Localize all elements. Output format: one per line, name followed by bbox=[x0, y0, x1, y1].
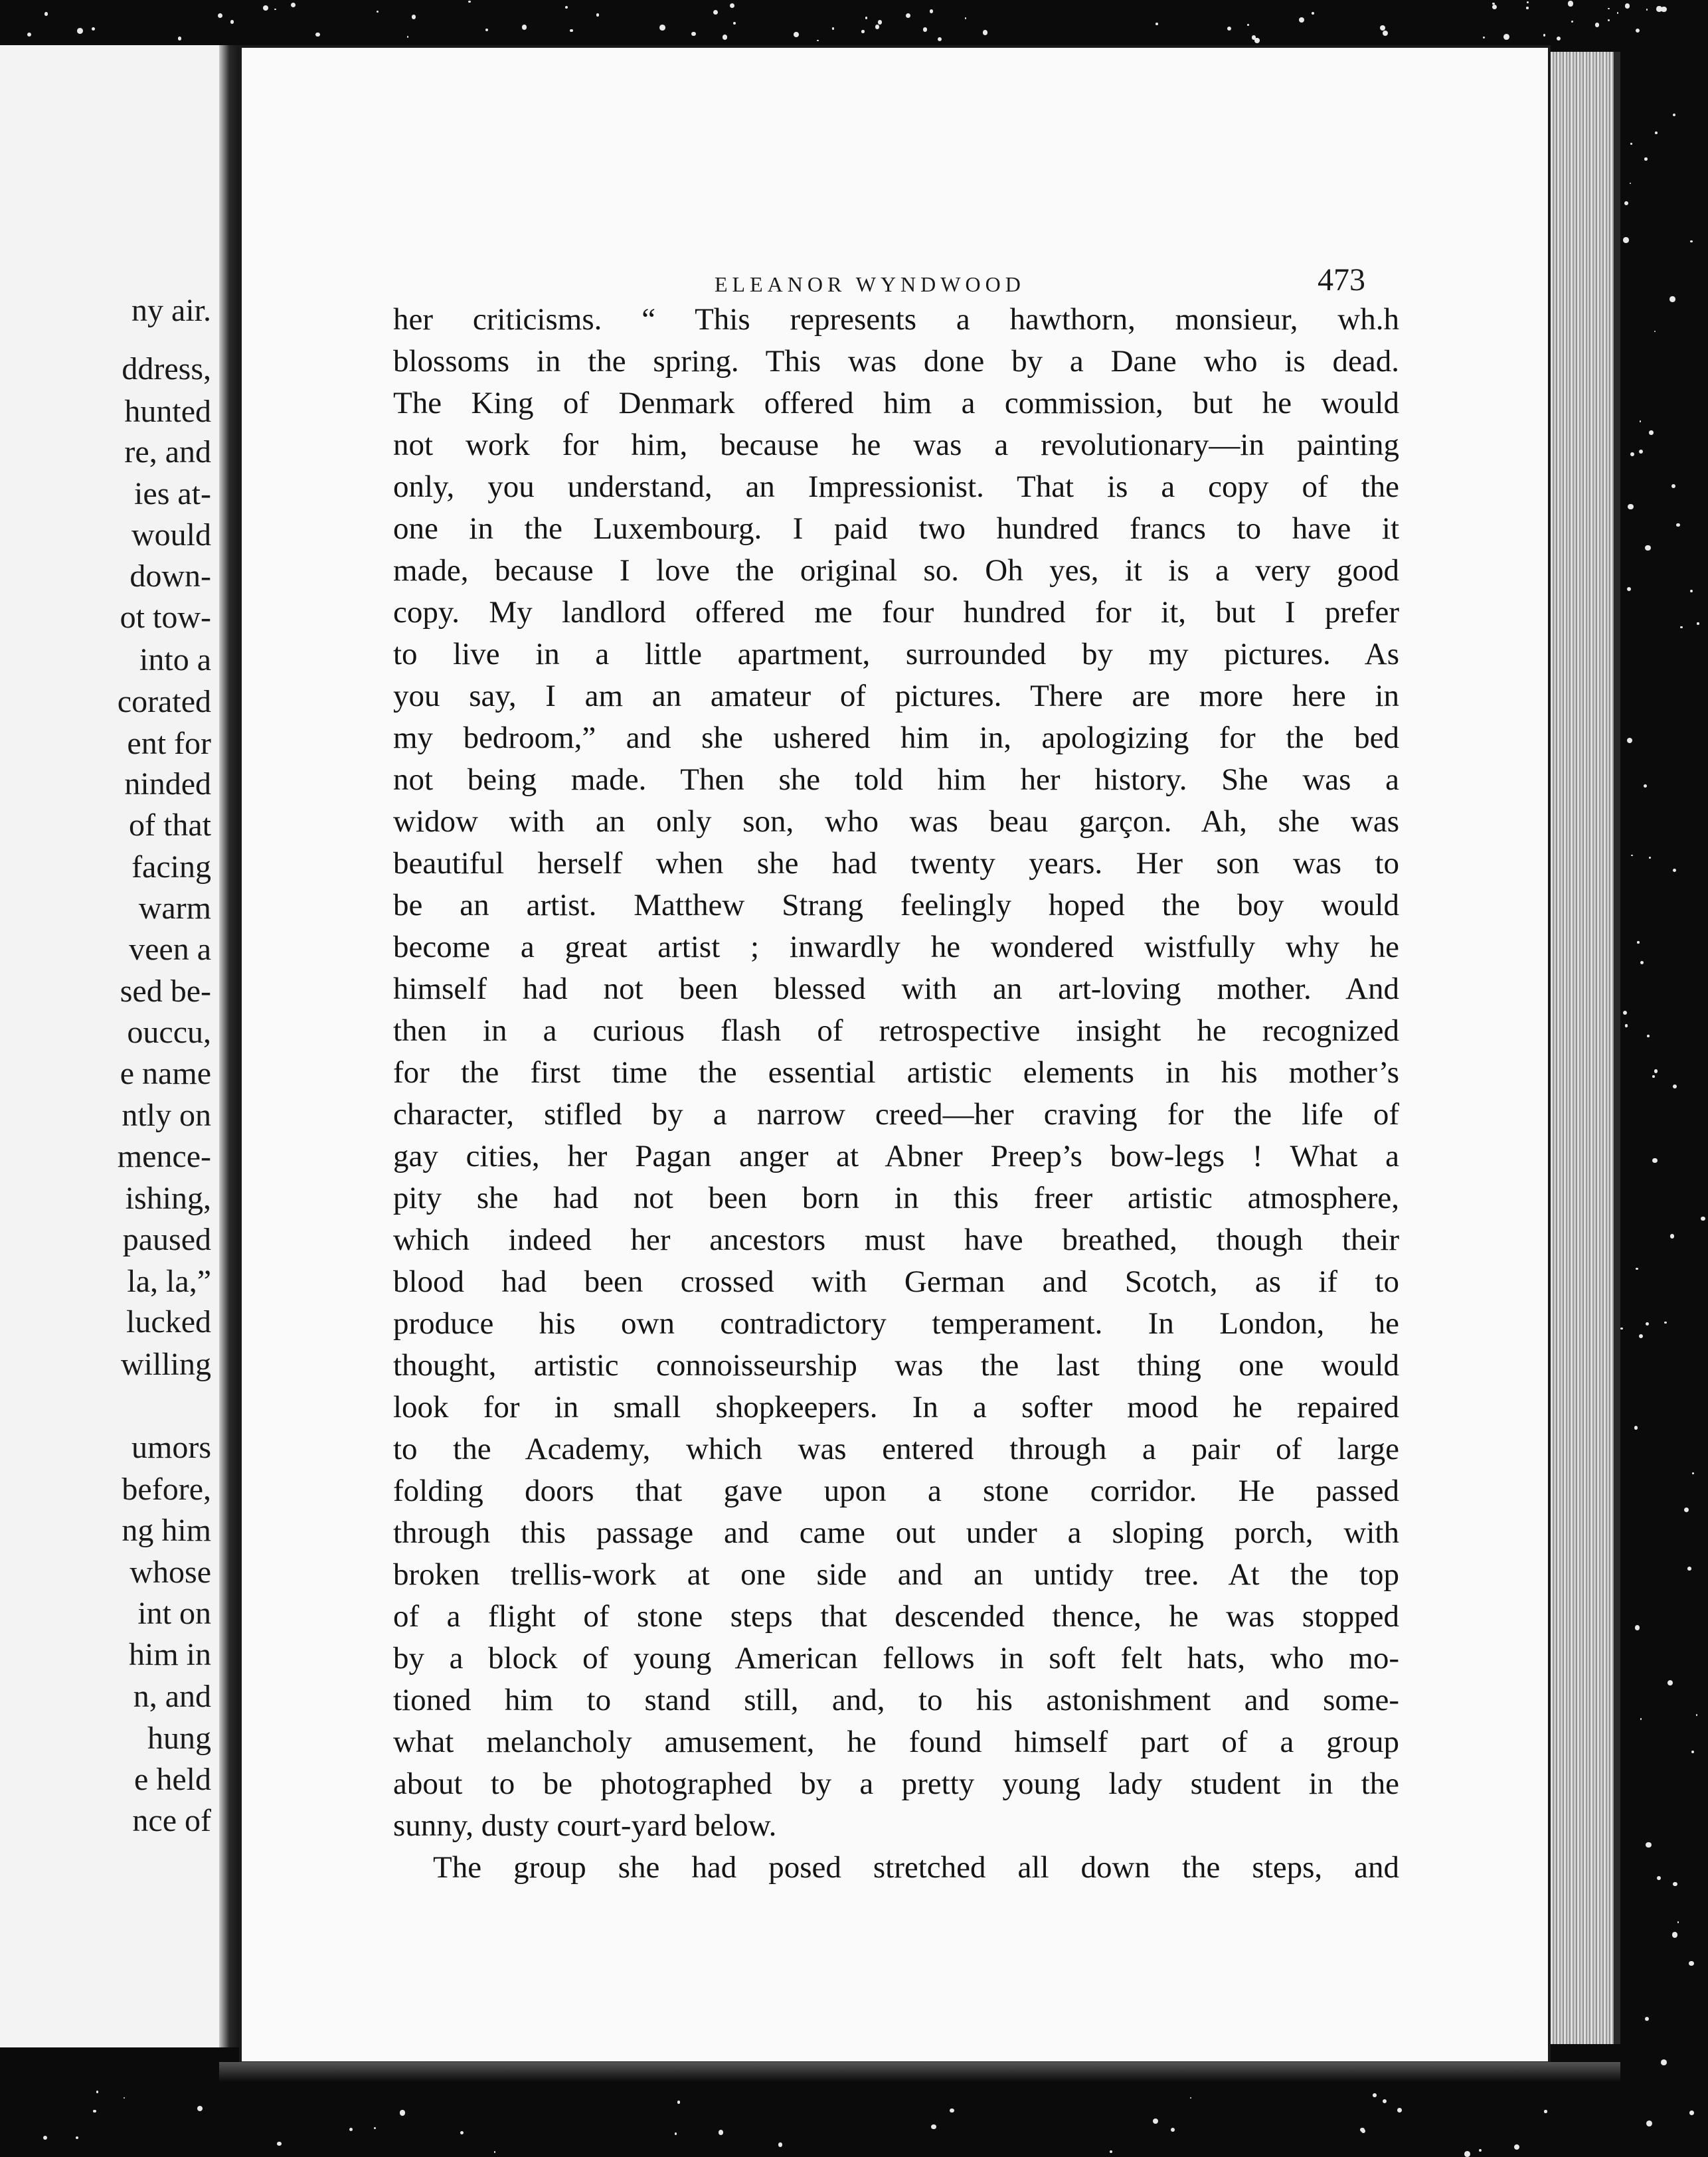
dust-speck bbox=[468, 1, 471, 3]
left-page-line: hung bbox=[147, 1721, 211, 1756]
dust-speck bbox=[1397, 2108, 1402, 2113]
body-text-line: pity she had not been born in this freer artistic atmosphere, bbox=[393, 1181, 1399, 1215]
body-text-line: by a block of young American fellows in soft felt hats, who mo- bbox=[393, 1641, 1399, 1676]
dust-speck bbox=[1670, 1234, 1674, 1238]
body-text-line: The group she had posed stretched all down the steps, and bbox=[433, 1850, 1399, 1885]
dust-speck bbox=[1673, 1882, 1677, 1887]
dust-speck bbox=[1630, 143, 1632, 145]
body-text-line: which indeed her ancestors must have breathed, though their bbox=[393, 1223, 1399, 1257]
body-text-line: become a great artist ; inwardly he wondered wistfully why he bbox=[393, 930, 1399, 964]
dust-speck bbox=[315, 33, 320, 37]
left-page-line: re, and bbox=[124, 434, 211, 470]
page-bottom-shadow bbox=[219, 2062, 1620, 2082]
dust-speck bbox=[1526, 7, 1528, 9]
left-page-line: would bbox=[131, 517, 211, 553]
dust-speck bbox=[1631, 855, 1632, 856]
dust-speck bbox=[197, 2106, 203, 2111]
dust-speck bbox=[1690, 240, 1693, 243]
left-page-line: ntly on bbox=[122, 1098, 211, 1133]
dust-speck bbox=[1696, 1714, 1697, 1715]
dust-speck bbox=[906, 13, 910, 18]
dust-speck bbox=[1646, 2120, 1652, 2126]
dust-speck bbox=[1667, 1680, 1673, 1685]
left-page-line: ouccu, bbox=[127, 1015, 211, 1050]
dust-speck bbox=[1673, 869, 1676, 872]
left-page-line: ent for bbox=[127, 726, 211, 761]
dust-speck bbox=[938, 37, 942, 41]
left-page-line: e held bbox=[134, 1762, 211, 1797]
dust-speck bbox=[1640, 420, 1641, 422]
dust-speck bbox=[1380, 25, 1385, 31]
dust-speck bbox=[875, 25, 880, 29]
body-text-line: be an artist. Matthew Strang feelingly hoped the boy would bbox=[393, 888, 1399, 922]
dust-speck bbox=[965, 17, 966, 19]
body-text-line: himself had not been blessed with an art-loving mother. And bbox=[393, 972, 1399, 1006]
left-page-line: umors bbox=[131, 1430, 211, 1465]
dust-speck bbox=[1639, 1334, 1643, 1338]
dust-speck bbox=[1617, 12, 1618, 13]
dust-speck bbox=[1640, 961, 1644, 964]
dust-speck bbox=[865, 17, 867, 19]
dust-speck bbox=[1171, 2128, 1175, 2132]
dust-speck bbox=[1608, 19, 1610, 21]
body-text-line: folding doors that gave upon a stone corridor. He passed bbox=[393, 1474, 1399, 1508]
dust-speck bbox=[1649, 857, 1651, 859]
dust-speck bbox=[1153, 2118, 1158, 2124]
dust-speck bbox=[1571, 21, 1573, 23]
dust-speck bbox=[1644, 784, 1647, 788]
dust-speck bbox=[277, 2142, 282, 2146]
left-page-line: nce of bbox=[132, 1803, 211, 1838]
dust-speck bbox=[723, 35, 728, 40]
body-text-line: of a flight of stone steps that descended thence, he was stopped bbox=[393, 1599, 1399, 1634]
dust-speck bbox=[263, 5, 269, 11]
dust-speck bbox=[400, 2110, 405, 2115]
dust-speck bbox=[1227, 27, 1231, 31]
dust-speck bbox=[1673, 114, 1675, 116]
body-text-line: blossoms in the spring. This was done by a Dane who is dead. bbox=[393, 344, 1399, 379]
dust-speck bbox=[1544, 2110, 1547, 2113]
page-number: 473 bbox=[1318, 262, 1365, 298]
dust-speck bbox=[1634, 1426, 1638, 1430]
dust-speck bbox=[1543, 34, 1545, 36]
body-text-line: not work for him, because he was a revolutionary—in painting bbox=[393, 428, 1399, 462]
dust-speck bbox=[1503, 34, 1509, 40]
body-text-line: widow with an only son, who was beau garçon. Ah, she was bbox=[393, 804, 1399, 839]
left-page-line: veen a bbox=[129, 932, 211, 967]
dust-speck bbox=[878, 20, 883, 25]
dust-speck bbox=[27, 33, 31, 37]
dust-speck bbox=[1624, 201, 1628, 205]
dust-speck bbox=[1247, 24, 1249, 26]
dust-speck bbox=[1623, 237, 1628, 242]
dust-speck bbox=[861, 30, 865, 33]
dust-speck bbox=[730, 3, 734, 8]
dust-speck bbox=[1652, 1075, 1655, 1078]
dust-speck bbox=[1483, 37, 1485, 39]
dust-speck bbox=[1647, 1035, 1650, 1037]
body-text-line: thought, artistic connoisseurship was the last thing one would bbox=[393, 1348, 1399, 1383]
dust-speck bbox=[1639, 450, 1643, 454]
body-text-line: tioned him to stand still, and, to his astonishment and some- bbox=[393, 1683, 1399, 1717]
left-page-line: int on bbox=[137, 1596, 211, 1631]
dust-speck bbox=[1684, 1508, 1689, 1512]
dust-speck bbox=[178, 37, 182, 41]
dust-speck bbox=[1252, 35, 1256, 39]
dust-speck bbox=[124, 2097, 125, 2099]
left-page-line: ninded bbox=[124, 766, 211, 802]
left-page-line: ies at- bbox=[134, 476, 211, 511]
dust-speck bbox=[96, 2091, 99, 2093]
body-text-line: copy. My landlord offered me four hundred for it, but I prefer bbox=[393, 595, 1399, 630]
right-page bbox=[239, 45, 1551, 2064]
left-page-line: willing bbox=[120, 1347, 211, 1382]
body-text-line: character, stifled by a narrow creed—her craving for the life of bbox=[393, 1097, 1399, 1132]
dust-speck bbox=[659, 25, 665, 31]
body-text-line: to the Academy, which was entered through a pair of large bbox=[393, 1432, 1399, 1466]
body-text-line: my bedroom,” and she ushered him in, apologizing for the bed bbox=[393, 721, 1399, 755]
dust-speck bbox=[522, 25, 527, 29]
dust-speck bbox=[1649, 430, 1653, 434]
left-page-line: sed be- bbox=[120, 974, 211, 1009]
dust-speck bbox=[1656, 6, 1662, 11]
dust-speck bbox=[1635, 1625, 1640, 1630]
dust-speck bbox=[1630, 452, 1634, 456]
dust-speck bbox=[485, 29, 488, 31]
body-text-line: The King of Denmark offered him a commission, but he would bbox=[393, 386, 1399, 420]
dust-speck bbox=[76, 2136, 78, 2139]
dust-speck bbox=[44, 12, 48, 16]
dust-speck bbox=[1464, 2151, 1470, 2157]
dust-speck bbox=[1654, 331, 1656, 333]
left-page-line: ng him bbox=[122, 1513, 211, 1548]
dust-speck bbox=[274, 9, 276, 11]
dust-speck bbox=[931, 2124, 936, 2129]
dust-speck bbox=[596, 13, 600, 17]
dust-speck bbox=[1701, 1217, 1705, 1221]
dust-speck bbox=[1312, 12, 1314, 15]
dust-speck bbox=[412, 15, 416, 19]
dust-speck bbox=[1623, 1011, 1627, 1015]
dust-speck bbox=[691, 32, 696, 37]
dust-speck bbox=[1636, 1268, 1638, 1270]
dust-speck bbox=[218, 13, 222, 18]
body-text-line: made, because I love the original so. Oh yes, it is a very good bbox=[393, 553, 1399, 588]
body-text-line: what melancholy amusement, he found himself part of a group bbox=[393, 1725, 1399, 1759]
dust-speck bbox=[1492, 5, 1497, 10]
left-page-line: e name bbox=[120, 1056, 211, 1091]
dust-speck bbox=[1697, 622, 1699, 624]
dust-speck bbox=[92, 27, 95, 31]
dust-speck bbox=[1646, 9, 1648, 10]
dust-speck bbox=[1689, 1961, 1693, 1966]
dust-speck bbox=[719, 2130, 723, 2134]
dust-speck bbox=[1645, 2017, 1649, 2021]
dust-speck bbox=[407, 36, 408, 37]
left-page-line: warm bbox=[138, 891, 211, 926]
dust-speck bbox=[950, 2109, 954, 2113]
dust-speck bbox=[1671, 484, 1675, 488]
dust-speck bbox=[1383, 2099, 1387, 2103]
dust-speck bbox=[1627, 738, 1632, 743]
dust-speck bbox=[930, 9, 934, 13]
body-text-line: sunny, dusty court-yard below. bbox=[393, 1808, 777, 1843]
dust-speck bbox=[1644, 157, 1648, 161]
dust-speck bbox=[1620, 1328, 1623, 1330]
dust-speck bbox=[1690, 590, 1693, 592]
dust-speck bbox=[832, 27, 835, 30]
dust-speck bbox=[1373, 2093, 1377, 2097]
dust-speck bbox=[1692, 1472, 1694, 1474]
body-text-line: then in a curious flash of retrospective insight he recognized bbox=[393, 1013, 1399, 1048]
dust-speck bbox=[1110, 2150, 1112, 2153]
left-page-line: into a bbox=[139, 642, 211, 677]
dust-speck bbox=[377, 11, 379, 13]
dust-speck bbox=[1557, 37, 1561, 41]
dust-speck bbox=[1677, 1921, 1679, 1923]
body-text-line: only, you understand, an Impressionist. That is a copy of the bbox=[393, 470, 1399, 504]
dust-speck bbox=[349, 2128, 353, 2131]
dust-speck bbox=[713, 10, 718, 15]
dust-speck bbox=[1672, 1932, 1678, 1938]
body-text bbox=[393, 299, 1399, 1889]
book-gutter bbox=[219, 45, 242, 2047]
dust-speck bbox=[1689, 2111, 1694, 2115]
body-text-line: produce his own contradictory temperament. In London, he bbox=[393, 1306, 1399, 1341]
dust-speck bbox=[1676, 523, 1679, 527]
body-text-line: broken trellis-work at one side and an untidy tree. At the top bbox=[393, 1557, 1399, 1592]
dust-speck bbox=[1625, 3, 1630, 9]
dust-speck bbox=[570, 29, 573, 33]
dust-speck bbox=[778, 2142, 782, 2146]
left-page-line: facing bbox=[131, 849, 211, 885]
left-page-line: corated bbox=[117, 684, 211, 719]
dust-speck bbox=[1646, 1842, 1651, 1848]
body-text-line: for the first time the essential artistic elements in his mother’s bbox=[393, 1055, 1399, 1090]
dust-speck bbox=[1654, 1069, 1658, 1073]
dust-speck bbox=[675, 2132, 677, 2135]
left-page-line: hunted bbox=[124, 394, 211, 429]
body-text-line: not being made. Then she told him her history. She was a bbox=[393, 762, 1399, 797]
dust-speck bbox=[1628, 504, 1633, 509]
dust-speck bbox=[494, 2151, 495, 2152]
dust-speck bbox=[1383, 31, 1389, 37]
dust-speck bbox=[374, 2127, 376, 2129]
running-head: ELEANOR WYNDWOOD bbox=[715, 272, 1025, 296]
left-page-line: down- bbox=[129, 559, 211, 594]
dust-speck bbox=[460, 2131, 464, 2134]
dust-speck bbox=[1669, 296, 1675, 302]
body-text-line: about to be photographed by a pretty young lady student in the bbox=[393, 1767, 1399, 1801]
dust-speck bbox=[1479, 2149, 1482, 2152]
dust-speck bbox=[1673, 1084, 1677, 1088]
dust-speck bbox=[1646, 1322, 1649, 1326]
left-page-line: lucked bbox=[126, 1304, 211, 1339]
dust-speck bbox=[1190, 2097, 1192, 2099]
dust-speck bbox=[1652, 1158, 1657, 1163]
left-page bbox=[0, 45, 226, 2047]
left-page-line: ishing, bbox=[125, 1181, 211, 1216]
body-text-line: her criticisms. “ This represents a hawthorn, monsieur, wh.h bbox=[393, 302, 1399, 337]
dust-speck bbox=[1640, 1718, 1642, 1720]
dust-speck bbox=[291, 3, 296, 7]
body-text-line: one in the Luxembourg. I paid two hundred francs to have it bbox=[393, 511, 1399, 546]
dust-speck bbox=[77, 28, 83, 34]
dust-speck bbox=[1527, 1, 1529, 3]
body-text-line: look for in small shopkeepers. In a softer mood he repaired bbox=[393, 1390, 1399, 1424]
left-page-line: n, and bbox=[133, 1679, 211, 1714]
dust-speck bbox=[1514, 2144, 1519, 2150]
dust-speck bbox=[923, 27, 927, 31]
dust-speck bbox=[1664, 1322, 1667, 1324]
dust-speck bbox=[1680, 626, 1683, 629]
dust-speck bbox=[1608, 8, 1610, 10]
dust-speck bbox=[1625, 1024, 1628, 1027]
left-page-line: mence- bbox=[117, 1139, 211, 1174]
dust-speck bbox=[1691, 1751, 1694, 1753]
left-page-line: ot tow- bbox=[120, 600, 211, 635]
dust-speck bbox=[93, 2110, 96, 2113]
dust-speck bbox=[677, 2101, 681, 2104]
dust-speck bbox=[1630, 183, 1631, 184]
dust-speck bbox=[1568, 1, 1573, 6]
dust-speck bbox=[230, 20, 234, 24]
dust-speck bbox=[1595, 23, 1599, 27]
left-page-line: whose bbox=[129, 1555, 211, 1590]
body-text-line: beautiful herself when she had twenty years. Her son was to bbox=[393, 846, 1399, 881]
left-page-line: ny air. bbox=[131, 293, 211, 328]
dust-speck bbox=[1645, 545, 1650, 551]
dust-speck bbox=[1655, 131, 1658, 134]
dust-speck bbox=[1687, 1567, 1691, 1571]
body-text-line: blood had been crossed with German and Scotch, as if to bbox=[393, 1264, 1399, 1299]
left-page-line: before, bbox=[122, 1472, 211, 1507]
dust-speck bbox=[1155, 23, 1158, 25]
body-text-line: to live in a little apartment, surrounded by my pictures. As bbox=[393, 637, 1399, 671]
left-page-line: of that bbox=[129, 808, 211, 843]
dust-speck bbox=[817, 40, 819, 42]
dust-speck bbox=[1661, 2059, 1667, 2065]
dust-speck bbox=[983, 30, 987, 35]
dust-speck bbox=[1637, 941, 1639, 943]
dust-speck bbox=[1636, 29, 1640, 33]
body-text-line: gay cities, her Pagan anger at Abner Preep’s bow-legs ! What a bbox=[393, 1139, 1399, 1173]
left-page-line: ddress, bbox=[122, 351, 211, 387]
body-text-line: you say, I am an amateur of pictures. There are more here in bbox=[393, 679, 1399, 713]
dust-speck bbox=[1657, 1876, 1661, 1880]
dust-speck bbox=[43, 2136, 47, 2140]
left-page-line: la, la,” bbox=[127, 1264, 211, 1299]
left-page-line: him in bbox=[128, 1637, 211, 1672]
dust-speck bbox=[565, 6, 568, 9]
body-text-line: through this passage and came out under a sloping porch, with bbox=[393, 1515, 1399, 1550]
dust-speck bbox=[1627, 587, 1632, 592]
dust-speck bbox=[733, 22, 736, 25]
dust-speck bbox=[1299, 17, 1304, 23]
dust-speck bbox=[794, 32, 799, 37]
left-page-line: paused bbox=[122, 1222, 211, 1257]
